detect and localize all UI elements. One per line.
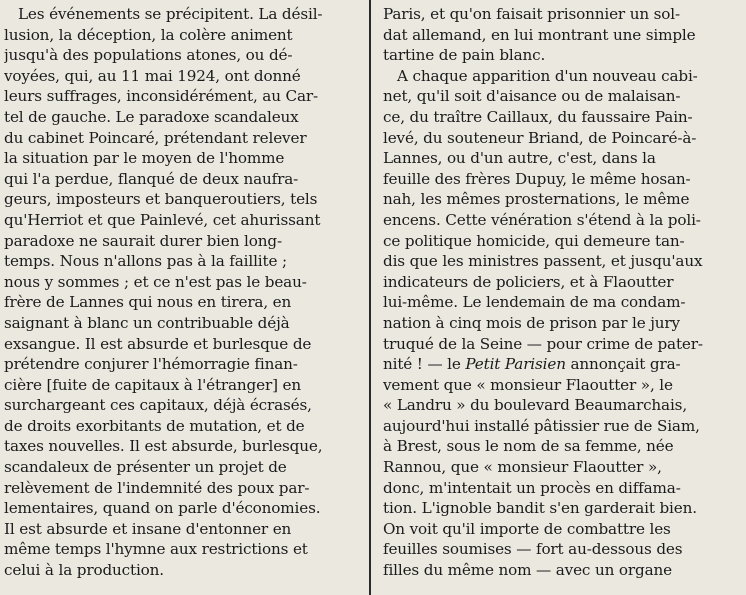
text-line: leurs suffrages, inconsidérément, au Car-	[4, 87, 318, 106]
text-line: de droits exorbitants de mutation, et de	[4, 416, 305, 435]
text-line: Paris, et qu'on faisait prisonnier un sol-	[383, 5, 680, 23]
text-line: donc, m'intentait un procès en diffama-	[383, 478, 681, 497]
text-line: lementaires, quand on parle d'économies.	[4, 499, 321, 518]
text-line	[383, 354, 741, 375]
text-line: lui-même. Le lendemain de ma condam-	[383, 293, 686, 312]
text-line: vement que « monsieur Flaoutter », le	[383, 375, 673, 394]
text-line: geurs, imposteurs et banqueroutiers, tels	[4, 190, 318, 209]
text-line: Il est absurde et insane d'entonner en	[4, 519, 292, 538]
text-line: cière [fuite de capitaux à l'étranger] en	[4, 375, 301, 394]
text-line: dis que les ministres passent, et jusqu'aux	[383, 252, 703, 271]
text-line: encens. Cette vénération s'étend à la poli-	[383, 210, 701, 229]
text-line: « Landru » du boulevard Beaumarchais,	[383, 396, 687, 415]
text-line: lusion, la déception, la colère animent	[4, 25, 293, 44]
text-line: tel de gauche. Le paradoxe scandaleux	[4, 107, 299, 126]
text-line: paradoxe ne saurait durer bien long-	[4, 231, 282, 250]
text-line: surchargeant ces capitaux, déjà écrasés,	[4, 396, 312, 415]
text-line: Les événements se précipitent. La désil-	[18, 5, 323, 23]
text-line: truqué de la Seine — pour crime de pater-	[383, 334, 703, 353]
text-line: prétendre conjurer l'hémorragie finan-	[4, 355, 298, 374]
text-line: ce, du traître Caillaux, du faussaire Pain-	[383, 107, 693, 126]
left-column	[4, 4, 361, 581]
text-line: net, qu'il soit d'aisance ou de malaisan-	[383, 87, 681, 106]
text-line: filles du même nom — avec un organe	[383, 561, 672, 580]
text-run: nité ! — le	[383, 355, 461, 374]
text-line: jusqu'à des populations atones, ou dé-	[4, 46, 293, 65]
text-line: du cabinet Poincaré, prétendant relever	[4, 128, 307, 147]
text-line: indicateurs de policiers, et à Flaoutter	[383, 272, 674, 291]
text-line: même temps l'hymne aux restrictions et	[4, 540, 308, 559]
text-run: annonçait gra-	[565, 355, 681, 374]
text-line: scandaleux de présenter un projet de	[4, 458, 287, 477]
text-line: On voit qu'il importe de combattre les	[383, 519, 671, 538]
text-line: saignant à blanc un contribuable déjà	[4, 313, 290, 332]
text-line: qu'Herriot et que Painlevé, cet ahurissant	[4, 210, 321, 229]
text-line: nah, les mêmes prosternations, le même	[383, 190, 690, 209]
newspaper-title: Petit Parisien	[465, 355, 566, 374]
text-line: feuille des frères Dupuy, le même hosan-	[383, 169, 691, 188]
column-divider	[369, 0, 371, 595]
text-line: nous y sommes ; et ce n'est pas le beau-	[4, 272, 307, 291]
text-line: la situation par le moyen de l'homme	[4, 149, 285, 168]
text-line: A chaque apparition d'un nouveau cabi-	[397, 66, 698, 85]
text-line: ce politique homicide, qui demeure tan-	[383, 231, 685, 250]
text-line: celui à la production.	[4, 561, 164, 580]
text-line: feuilles soumises — fort au-dessous des	[383, 540, 683, 559]
text-line: Lannes, ou d'un autre, c'est, dans la	[383, 149, 656, 168]
text-line: tion. L'ignoble bandit s'en garderait bien.	[383, 499, 697, 518]
text-line: tartine de pain blanc.	[383, 46, 546, 65]
text-line: frère de Lannes qui nous en tirera, en	[4, 293, 292, 312]
text-line: exsangue. Il est absurde et burlesque de	[4, 334, 312, 353]
text-line: Rannou, que « monsieur Flaoutter »,	[383, 458, 662, 477]
text-line: nation à cinq mois de prison par le jury	[383, 313, 680, 332]
text-line: levé, du souteneur Briand, de Poincaré-à-	[383, 128, 697, 147]
text-line: voyées, qui, au 11 mai 1924, ont donné	[4, 66, 301, 85]
text-line: taxes nouvelles. Il est absurde, burlesque,	[4, 437, 323, 456]
text-line: relèvement de l'indemnité des poux par-	[4, 478, 310, 497]
text-line: dat allemand, en lui montrant une simple	[383, 25, 696, 44]
text-line: qui l'a perdue, flanqué de deux naufra-	[4, 169, 299, 188]
text-line: aujourd'hui installé pâtissier rue de Siam,	[383, 416, 700, 435]
text-line: à Brest, sous le nom de sa femme, née	[383, 437, 674, 456]
right-column	[383, 4, 741, 581]
text-line: temps. Nous n'allons pas à la faillite ;	[4, 252, 287, 271]
